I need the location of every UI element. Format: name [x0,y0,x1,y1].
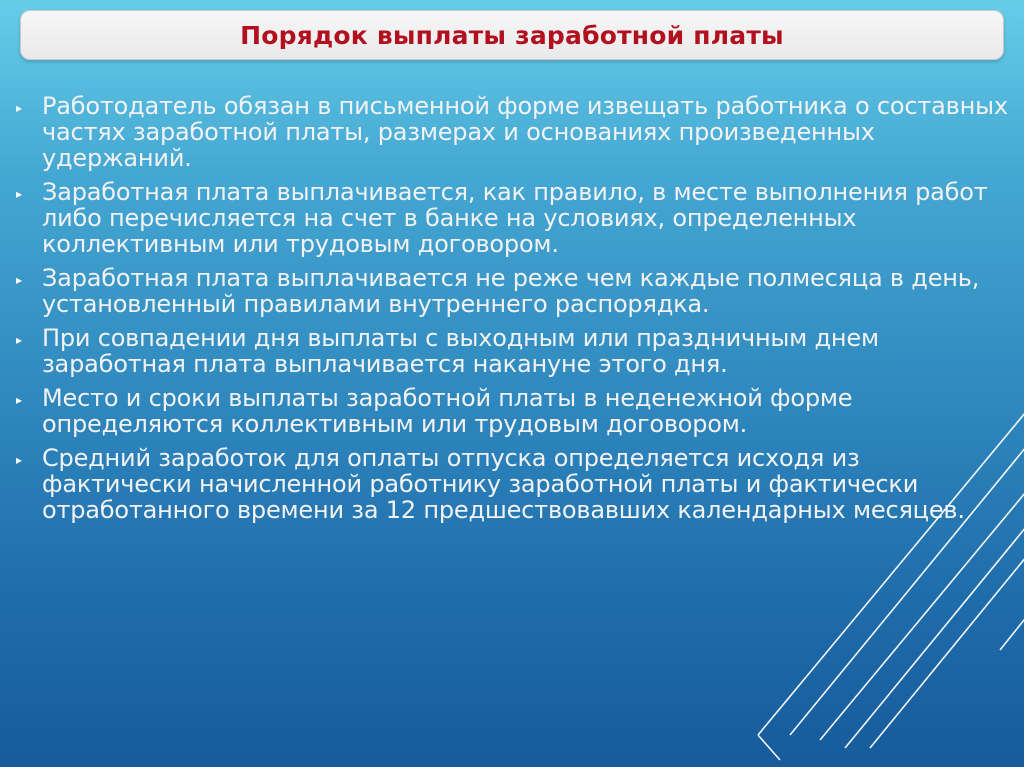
bullet-text: Заработная плата выплачивается не реже чем каждые полмесяца в день, установленный правилами внутреннего распорядка. [42,264,980,318]
bullet-list [16,93,1016,531]
bullet-arrow-icon: ▸ [16,273,23,287]
bullet-arrow-icon: ▸ [16,187,23,201]
title-box [20,10,1004,60]
bullet-item [16,93,1016,171]
bullet-text: При совпадении дня выплаты с выходным или праздничным днем заработная плата выплачивается накануне этого дня. [42,324,879,378]
bullet-text: Средний заработок для оплаты отпуска определяется исходя из фактически начисленной работнику заработной платы и фактически отработанного времени за 12 предшествовавших календарных месяцев. [42,444,965,524]
bullet-item [16,385,1016,437]
bullet-arrow-icon: ▸ [16,101,23,115]
bullet-arrow-icon: ▸ [16,393,23,407]
bullet-item [16,325,1016,377]
bullet-arrow-icon: ▸ [16,333,23,347]
bullet-item [16,445,1016,523]
bullet-text: Работодатель обязан в письменной форме извещать работника о составных частях заработной платы, размерах и основаниях произведенных удержаний. [42,92,1008,172]
bullet-text: Место и сроки выплаты заработной платы в неденежной форме определяются коллективным или трудовым договором. [42,384,853,438]
bullet-arrow-icon: ▸ [16,453,23,467]
bullet-text: Заработная плата выплачивается, как правило, в месте выполнения работ либо перечисляется на счет в банке на условиях, определенных коллективным или трудовым договором. [42,178,988,258]
slide-title: Порядок выплаты заработной платы [240,20,784,50]
bullet-item [16,179,1016,257]
bullet-item [16,265,1016,317]
